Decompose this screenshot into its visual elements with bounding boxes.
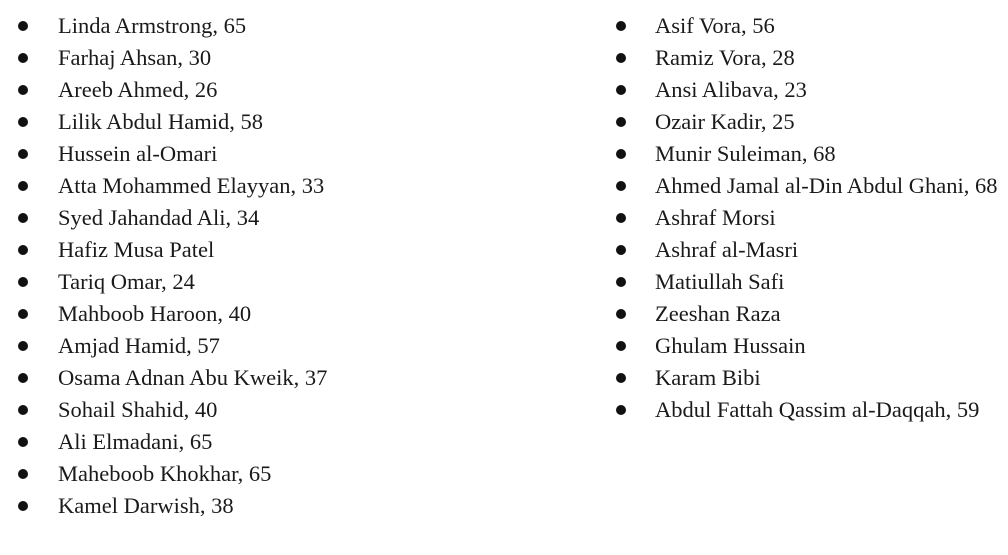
bullet-icon — [18, 501, 28, 511]
list-item-text: Hafiz Musa Patel — [58, 237, 215, 262]
list-item — [0, 458, 560, 490]
list-item — [598, 10, 1003, 42]
list-item — [0, 138, 560, 170]
list-item — [0, 426, 560, 458]
list-item-text: Hussein al-Omari — [58, 141, 218, 166]
bullet-icon — [616, 245, 626, 255]
list-item-text: Kamel Darwish, 38 — [58, 493, 234, 518]
bullet-icon — [18, 437, 28, 447]
list-item — [0, 202, 560, 234]
bullet-icon — [616, 181, 626, 191]
list-item-text: Ramiz Vora, 28 — [655, 45, 795, 70]
list-item — [598, 394, 1003, 426]
list-item-text: Asif Vora, 56 — [655, 13, 775, 38]
bullet-icon — [18, 117, 28, 127]
list-item — [598, 266, 1003, 298]
list-item — [598, 362, 1003, 394]
list-item — [0, 298, 560, 330]
list-item-text: Linda Armstrong, 65 — [58, 13, 247, 38]
victims-list-right — [598, 10, 1003, 426]
list-item-text: Karam Bibi — [655, 365, 761, 390]
list-item-text: Osama Adnan Abu Kweik, 37 — [58, 365, 328, 390]
bullet-icon — [18, 181, 28, 191]
list-item-text: Ozair Kadir, 25 — [655, 109, 795, 134]
bullet-icon — [616, 53, 626, 63]
list-item-text: Ali Elmadani, 65 — [58, 429, 213, 454]
list-item — [598, 330, 1003, 362]
list-item-text: Tariq Omar, 24 — [58, 269, 195, 294]
list-item — [0, 362, 560, 394]
bullet-icon — [616, 149, 626, 159]
list-item — [0, 42, 560, 74]
list-item — [598, 138, 1003, 170]
list-item — [598, 106, 1003, 138]
bullet-icon — [18, 21, 28, 31]
list-item-text: Syed Jahandad Ali, 34 — [58, 205, 260, 230]
bullet-icon — [616, 117, 626, 127]
bullet-icon — [616, 213, 626, 223]
list-item — [0, 394, 560, 426]
bullet-icon — [616, 341, 626, 351]
list-item-text: Zeeshan Raza — [655, 301, 781, 326]
list-item-text: Matiullah Safi — [655, 269, 785, 294]
bullet-icon — [616, 85, 626, 95]
list-item-text: Mahboob Haroon, 40 — [58, 301, 252, 326]
bullet-icon — [18, 53, 28, 63]
bullet-icon — [616, 373, 626, 383]
list-item-text: Farhaj Ahsan, 30 — [58, 45, 212, 70]
bullet-icon — [18, 85, 28, 95]
bullet-icon — [18, 341, 28, 351]
bullet-icon — [616, 277, 626, 287]
list-item-text: Ashraf Morsi — [655, 205, 776, 230]
list-item-text: Ansi Alibava, 23 — [655, 77, 807, 102]
bullet-icon — [616, 21, 626, 31]
list-item-text: Sohail Shahid, 40 — [58, 397, 218, 422]
list-item — [0, 234, 560, 266]
list-item — [598, 298, 1003, 330]
list-item — [598, 202, 1003, 234]
list-item-text: Areeb Ahmed, 26 — [58, 77, 218, 102]
list-item — [0, 106, 560, 138]
bullet-icon — [18, 373, 28, 383]
list-item-text: Lilik Abdul Hamid, 58 — [58, 109, 263, 134]
list-item — [0, 330, 560, 362]
victims-list-left — [0, 10, 560, 522]
list-item-text: Atta Mohammed Elayyan, 33 — [58, 173, 325, 198]
list-item-text: Ashraf al-Masri — [655, 237, 799, 262]
bullet-icon — [18, 469, 28, 479]
list-item — [0, 74, 560, 106]
list-item-text: Amjad Hamid, 57 — [58, 333, 220, 358]
bullet-icon — [616, 405, 626, 415]
bullet-icon — [18, 405, 28, 415]
bullet-icon — [18, 277, 28, 287]
bullet-icon — [18, 213, 28, 223]
list-item-text: Abdul Fattah Qassim al-Daqqah, 59 — [655, 397, 980, 422]
list-item — [0, 490, 560, 522]
list-item — [0, 10, 560, 42]
list-item — [598, 234, 1003, 266]
bullet-icon — [616, 309, 626, 319]
bullet-icon — [18, 245, 28, 255]
list-item — [598, 74, 1003, 106]
list-item — [0, 170, 560, 202]
list-item — [598, 42, 1003, 74]
list-item — [0, 266, 560, 298]
bullet-icon — [18, 309, 28, 319]
list-item-text: Munir Suleiman, 68 — [655, 141, 836, 166]
bullet-icon — [18, 149, 28, 159]
list-item-text: Maheboob Khokhar, 65 — [58, 461, 272, 486]
list-item — [598, 170, 1003, 202]
list-item-text: Ahmed Jamal al-Din Abdul Ghani, 68 — [655, 173, 998, 198]
list-item-text: Ghulam Hussain — [655, 333, 806, 358]
